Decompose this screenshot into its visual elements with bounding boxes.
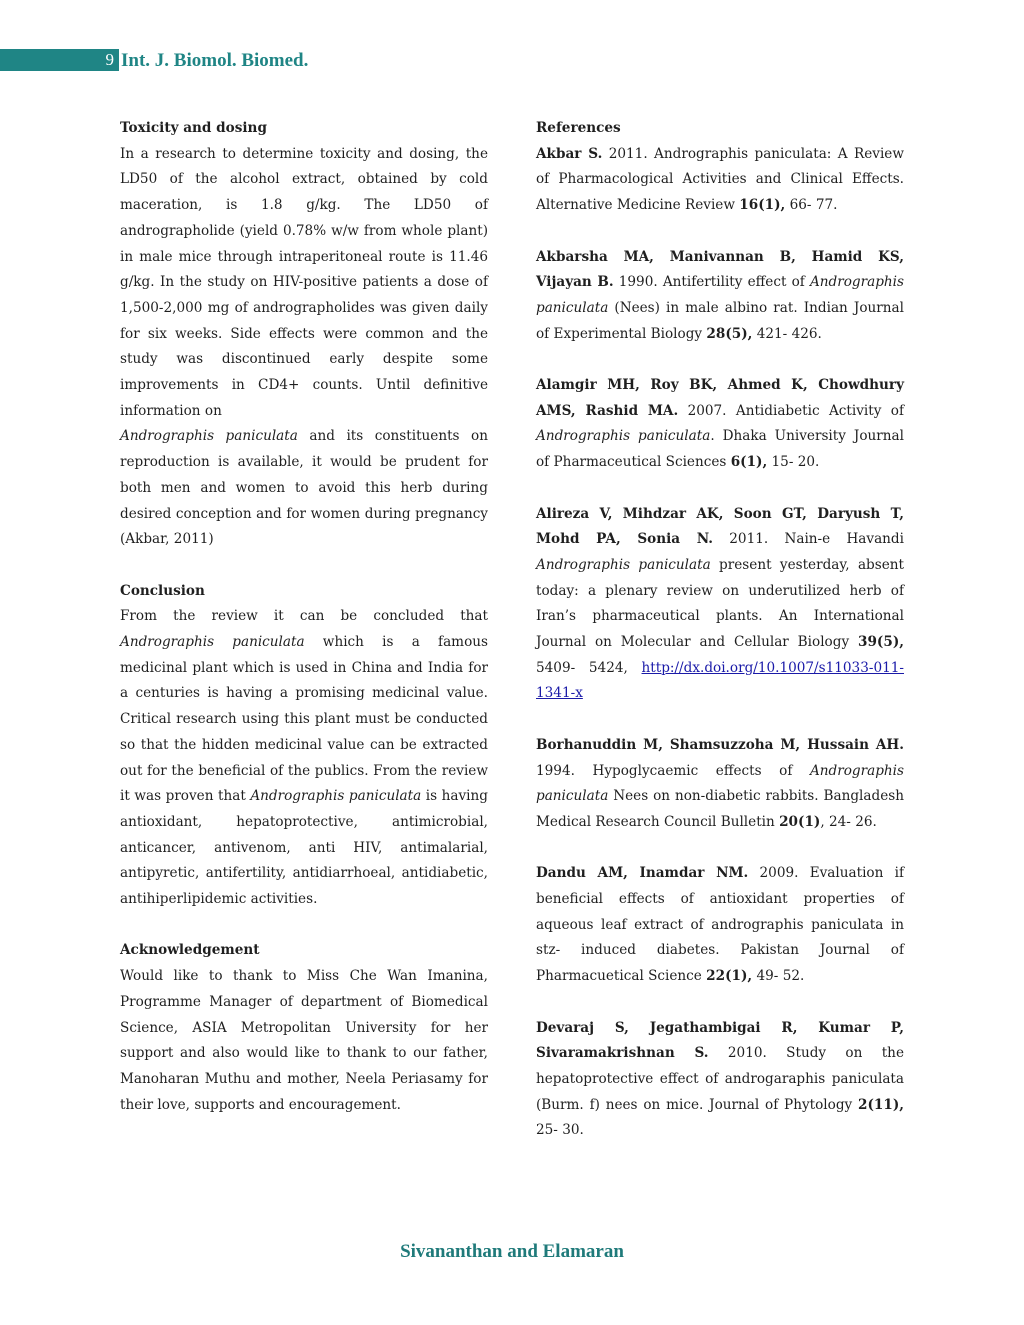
footer-authors: Sivananthan and Elamaran xyxy=(400,1241,624,1262)
reference-pages: 5409- 5424, xyxy=(536,659,642,676)
reference-item xyxy=(536,733,904,836)
section-heading-acknowledgement: Acknowledgement xyxy=(120,942,260,959)
reference-text: Nees on non-diabetic rabbits. Bangladesh Medical Research Council Bulletin xyxy=(536,788,904,830)
reference-text: present yesterday, absent today: a plenary review on underutilized herb of Iran’s pharmaceutical plants. An International Journal on Molecular and Cellular Biology xyxy=(536,556,904,651)
text-run: and its constituents on reproduction is available, it would be prudent for both men and women to avoid this herb during desired conception and for women during pregnancy (Akbar, 2011) xyxy=(120,428,488,548)
reference-authors: Dandu AM, Inamdar NM. xyxy=(536,865,749,882)
reference-item xyxy=(536,502,904,708)
species-name: Andrographis paniculata xyxy=(120,634,305,651)
journal-title: Int. J. Biomol. Biomed. xyxy=(121,50,309,71)
reference-pages: 421- 426. xyxy=(752,325,822,342)
reference-item xyxy=(536,1016,904,1145)
species-name: Andrographis paniculata xyxy=(536,556,711,573)
reference-text: (Nees) in male albino rat. Indian Journal of Experimental Biology xyxy=(536,299,904,342)
reference-volume: 22(1), xyxy=(706,968,753,985)
reference-pages: , 24- 26. xyxy=(820,813,877,830)
left-column xyxy=(120,116,488,1118)
text-run: which is a famous medicinal plant which is used in China and India for a centuries is having a promising medicinal value. Critical research using this plant must be conducted so that the hidden medicinal value can be extracted out for the beneficial of the publics. From the review it was proven that xyxy=(120,634,488,805)
reference-text: 1990. Antifertility effect of xyxy=(613,274,810,291)
reference-text: 2011. Nain-e Havandi xyxy=(713,531,904,548)
reference-volume: 39(5), xyxy=(858,634,904,651)
reference-volume: 16(1), xyxy=(739,197,786,214)
reference-volume: 20(1) xyxy=(779,813,821,830)
reference-authors: Akbarsha MA, Manivannan B, Hamid KS, Vijayan B. xyxy=(536,248,904,291)
reference-authors: Borhanuddin M, Shamsuzzoha M, Hussain AH. xyxy=(536,736,904,753)
section-heading-toxicity: Toxicity and dosing xyxy=(120,120,267,136)
reference-text: 2010. Study on the hepatoprotective effect of androgaraphis paniculata (Burm. f) nees on mice. Journal of Phytology xyxy=(536,1045,904,1113)
reference-text: . Dhaka University Journal of Pharmaceutical Sciences xyxy=(536,428,904,471)
section-heading-conclusion: Conclusion xyxy=(120,582,205,599)
species-name: Andrographis paniculata xyxy=(536,428,711,445)
reference-item xyxy=(536,245,904,348)
toxicity-paragraph xyxy=(120,142,488,553)
reference-pages: 49- 52. xyxy=(752,968,805,985)
text-run: is having antioxidant, hepatoprotective, antimicrobial, anticancer, antivenom, anti HIV, antimalarial, antipyretic, antifertility, antidiarrhoeal, antidiabetic, antihiperlipidemic activities. xyxy=(120,788,488,908)
reference-authors: Akbar S. xyxy=(536,145,603,162)
reference-item xyxy=(536,373,904,476)
species-name: Andrographis paniculata xyxy=(250,788,422,805)
text-run: In a research to determine toxicity and dosing, the LD50 of the alcohol extract, obtained by cold maceration, is 1.8 g/kg. The LD50 of andrographolide (yield 0.78% w/w from whole plant) in male mice through intraperitoneal route is 11.46 g/kg. In the study on HIV-positive patients a dose of 1,500-2,000 mg of andrographolides was given daily for six weeks. Side effects were common and the study was discontinued early despite some improvements in CD4+ counts. Until definitive information on xyxy=(120,145,488,419)
page-number: 9 xyxy=(105,50,114,69)
reference-authors: Alamgir MH, Roy BK, Ahmed K, Chowdhury AMS, Rashid MA. xyxy=(536,377,904,419)
references-column xyxy=(536,116,904,1170)
species-name: Andrographis paniculata xyxy=(120,428,298,445)
species-name: Andrographis paniculata xyxy=(536,762,904,805)
doi-link[interactable]: http://dx.doi.org/10.1007/s11033-011-1341-x xyxy=(536,659,904,702)
reference-pages: 15- 20. xyxy=(767,454,820,471)
reference-text: 2007. Antidiabetic Activity of xyxy=(678,402,904,419)
reference-item xyxy=(536,142,904,219)
reference-text: 2011. Andrographis paniculata: A Review of Pharmacological Activities and Clinical Effects. Alternative Medicine Review xyxy=(536,145,904,214)
text-run: From the review it can be concluded that xyxy=(120,608,488,625)
reference-text: 1994. Hypoglycaemic effects of xyxy=(536,762,810,779)
acknowledgement-paragraph: Would like to thank to Miss Che Wan Imanina, Programme Manager of department of Biomedical Science, ASIA Metropolitan University for her support and also would like to thank to our father, Manoharan Muthu and mother, Neela Periasamy for their love, supports and encouragement. xyxy=(120,968,488,1113)
reference-item xyxy=(536,861,904,990)
reference-authors: Devaraj S, Jegathambigai R, Kumar P, Sivaramakrishnan S. xyxy=(536,1019,904,1062)
reference-volume: 2(11), xyxy=(858,1096,904,1113)
reference-pages: 25- 30. xyxy=(536,1122,584,1139)
section-heading-references: References xyxy=(536,120,621,136)
species-name: Andrographis paniculata xyxy=(536,274,904,316)
reference-volume: 28(5), xyxy=(706,325,753,342)
reference-text: 2009. Evaluation if beneficial effects of antioxidant properties of aqueous leaf extract of andrographis paniculata in stz- induced diabetes. Pakistan Journal of Pharmacuetical Science xyxy=(536,865,904,985)
conclusion-paragraph xyxy=(120,604,488,912)
reference-authors: Alireza V, Mihdzar AK, Soon GT, Daryush T, Mohd PA, Sonia N. xyxy=(536,505,904,548)
reference-volume: 6(1), xyxy=(730,454,768,471)
reference-pages: 66- 77. xyxy=(785,197,838,214)
